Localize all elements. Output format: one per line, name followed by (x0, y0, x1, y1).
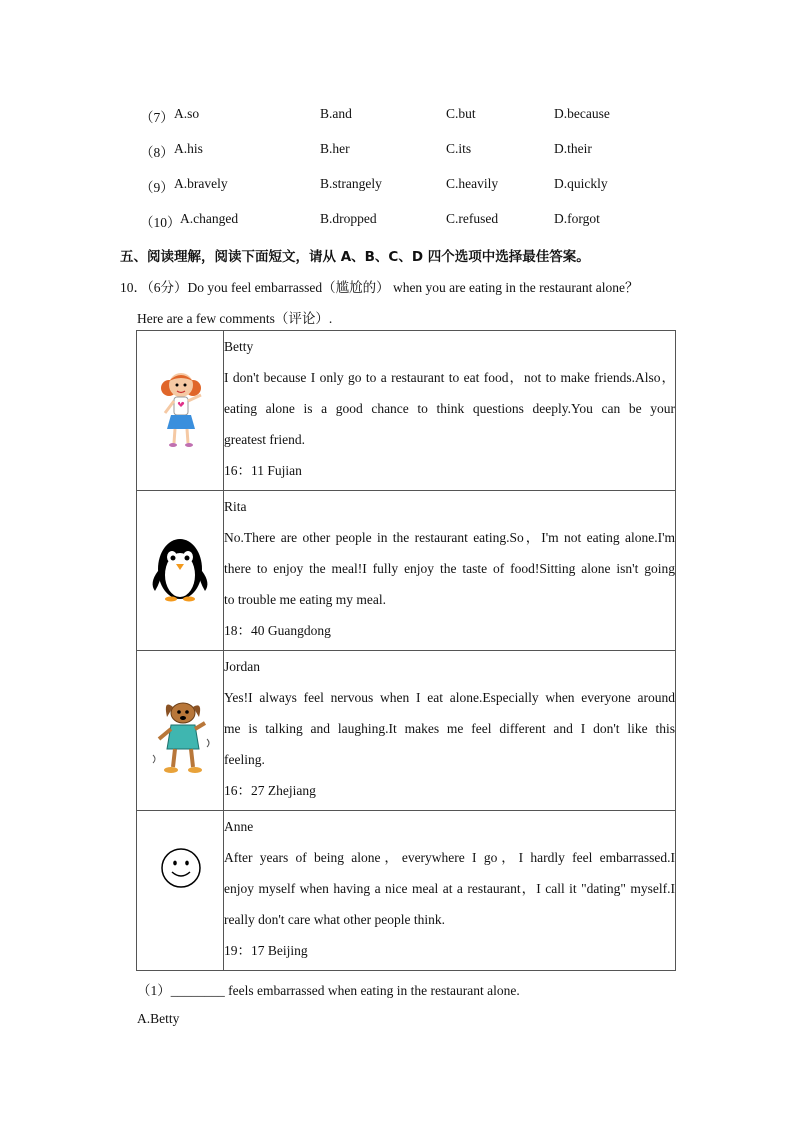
comment-author: Rita (224, 499, 247, 514)
comment-line: enjoy myself when having a nice meal at a restaurant，I call it "dating" myself.I (224, 881, 675, 896)
comment-author: Jordan (224, 659, 260, 674)
comment-line: No.There are other people in the restaurant eating.So，I'm not eating alone.I'm (224, 530, 675, 545)
avatar-cell (137, 331, 224, 491)
section-heading: 五、阅读理解，阅读下面短文，请从 A、B、C、D 四个选项中选择最佳答案。 (120, 249, 590, 265)
option-b: B.dropped (320, 211, 377, 226)
comment-text-cell (224, 331, 676, 491)
option-number: （10） (140, 215, 181, 230)
avatar-cell (137, 811, 224, 971)
comment-text-cell (224, 811, 676, 971)
comment-line: feeling. (224, 752, 265, 767)
option-number: （7） (140, 110, 174, 125)
question-stem: 10．（6分）Do you feel embarrassed（尴尬的） when you are eating in the restaurant alone？ (120, 280, 639, 295)
option-d: D.forgot (554, 211, 600, 226)
smiley-icon (160, 847, 202, 889)
option-c: C.refused (446, 211, 499, 226)
option-b: B.and (320, 106, 352, 121)
comment-line: to trouble me eating my meal. (224, 592, 386, 607)
option-number: （9） (140, 180, 174, 195)
option-c: C.its (446, 141, 472, 156)
girl-icon (151, 363, 211, 453)
comments-table (136, 330, 676, 971)
sub-question-number: （1） (137, 983, 171, 998)
sub-question-text: feels embarrassed when eating in the restaurant alone. (224, 983, 520, 998)
option-number: （8） (140, 145, 174, 160)
intro-text: Here are a few comments（评论）. (137, 311, 333, 326)
comment-line: really don't care what other people think. (224, 912, 445, 927)
option-a: A.so (174, 106, 200, 121)
avatar-cell (137, 491, 224, 651)
avatar-cell (137, 651, 224, 811)
option-d: D.their (554, 141, 592, 156)
comment-line: there to enjoy the meal!I fully enjoy the taste of food!Sitting alone isn't going (224, 561, 675, 576)
comment-line: I don't because I only go to a restaurant to eat food，not to make friends.Also， (224, 370, 675, 385)
comment-text-cell (224, 491, 676, 651)
sub-question-1 (137, 979, 520, 999)
option-d: D.quickly (554, 176, 608, 191)
option-a: A.changed (180, 211, 239, 226)
answer-blank: ________ (170, 983, 225, 998)
comment-row-betty (137, 331, 676, 491)
comment-row-rita (137, 491, 676, 651)
option-d: D.because (554, 106, 610, 121)
option-c: C.but (446, 106, 476, 121)
comment-time: 18：40 Guangdong (224, 623, 331, 638)
comment-line: me is talking and laughing.It makes me feel different and I don't like this (224, 721, 675, 736)
comment-line: eating alone is a good chance to think questions deeply.You can be your (224, 401, 675, 416)
comment-line: greatest friend. (224, 432, 305, 447)
comment-line: Yes!I always feel nervous when I eat alone.Especially when everyone around (224, 690, 675, 705)
comment-author: Anne (224, 819, 254, 834)
comment-time: 16：27 Zhejiang (224, 783, 316, 798)
option-a: A.bravely (174, 176, 228, 191)
penguin-icon (147, 531, 213, 603)
comment-time: 19：17 Beijing (224, 943, 308, 958)
option-a: A.his (174, 141, 203, 156)
option-b: B.her (320, 141, 350, 156)
comment-line: After years of being alone，everywhere I go，I hardly feel embarrassed.I (224, 850, 675, 865)
comment-row-jordan (137, 651, 676, 811)
comment-row-anne (137, 811, 676, 971)
comment-time: 16：11 Fujian (224, 463, 302, 478)
option-c: C.heavily (446, 176, 499, 191)
comment-author: Betty (224, 339, 254, 354)
dog-icon (149, 695, 213, 779)
option-b: B.strangely (320, 176, 382, 191)
choice-a: A.Betty (137, 1011, 180, 1026)
comment-text-cell (224, 651, 676, 811)
